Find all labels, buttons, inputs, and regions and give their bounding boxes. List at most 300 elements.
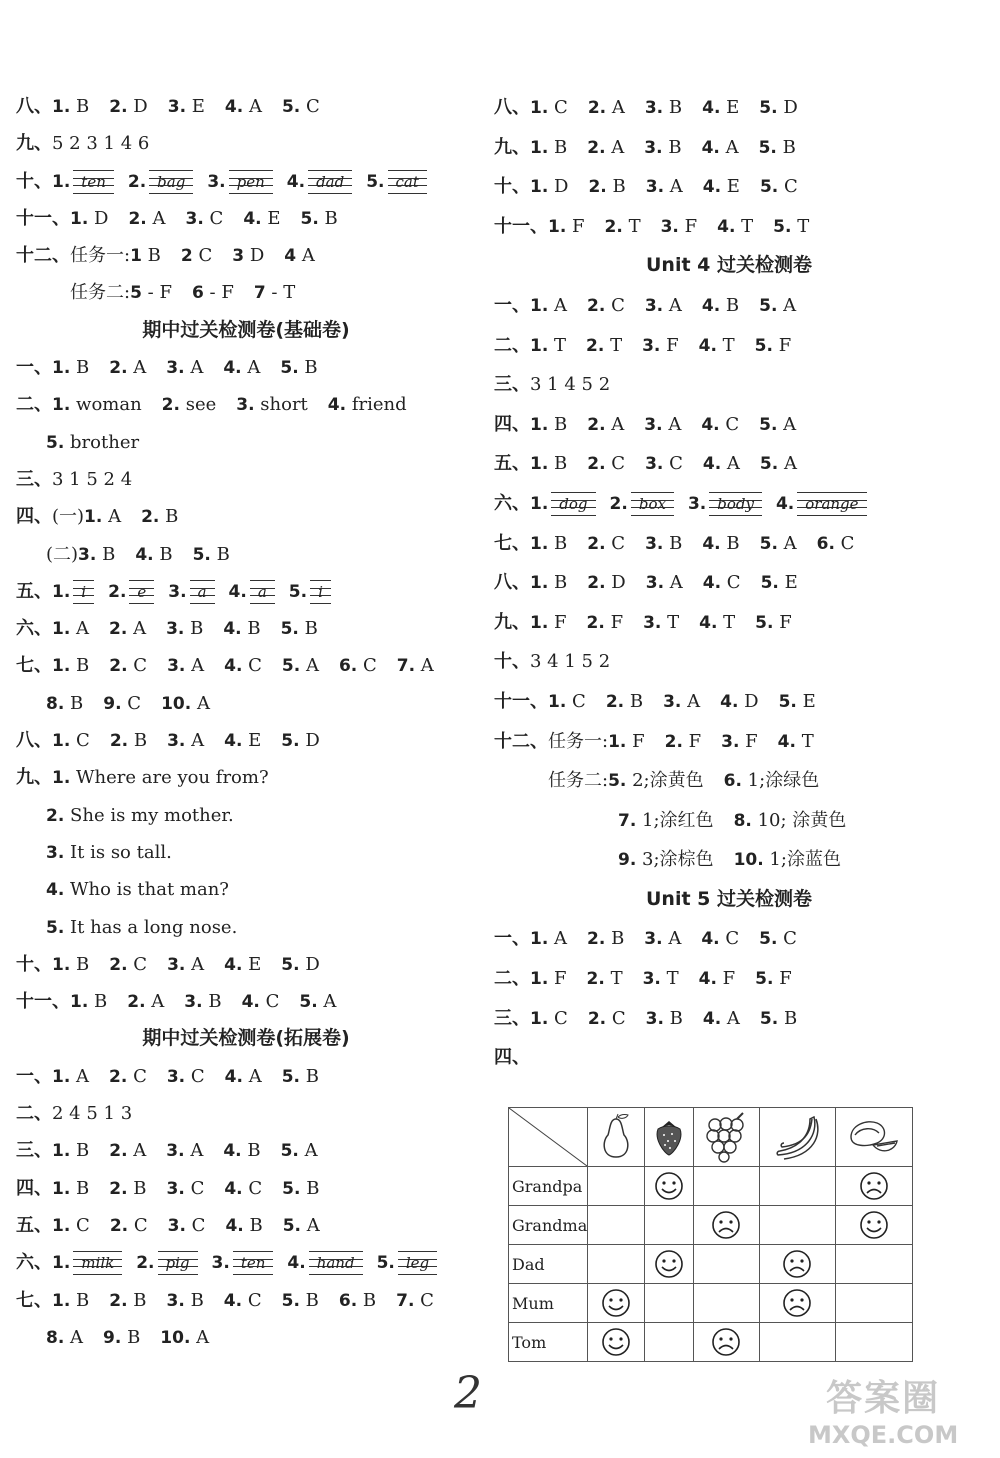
answer-item [760, 453, 797, 474]
answer-item [646, 176, 683, 197]
item-answer: B [249, 1214, 263, 1236]
item-number: 5. [755, 969, 774, 990]
answer-line [16, 1058, 476, 1095]
item-number: 2. [587, 414, 606, 435]
item-answer: A [133, 357, 147, 379]
item-number: 1. [530, 335, 549, 356]
item-answer: A [668, 294, 682, 316]
question-number: 四、 [16, 1177, 52, 1199]
item-answer: B [133, 730, 148, 752]
item-answer: F [745, 730, 758, 752]
item-answer: friend [351, 394, 407, 416]
answer-item [52, 357, 89, 378]
answer-line [16, 946, 476, 983]
item-number: 4. [224, 97, 244, 117]
item-answer: B [782, 136, 796, 158]
answer-item [167, 1066, 205, 1087]
answer-item [760, 176, 798, 197]
answer-line [16, 909, 476, 946]
item-answer: F [688, 730, 702, 752]
item-answer: C [420, 1289, 434, 1311]
item-answer: Who is that man? [70, 879, 229, 901]
answer-item [243, 208, 280, 229]
item-answer: F [779, 611, 792, 633]
answer-sequence: 3 4 1 5 2 [530, 651, 611, 673]
item-answer: A [306, 1214, 320, 1236]
item-answer: B [306, 1177, 320, 1199]
item-number: 2. [109, 731, 129, 752]
item-answer: B [324, 207, 338, 229]
answer-line [16, 386, 476, 423]
answer-item [339, 655, 377, 676]
item-answer: C [247, 1289, 262, 1311]
answer-item [645, 97, 682, 118]
handwriting-strip [709, 492, 762, 516]
item-number: 1. [52, 1253, 71, 1274]
item-answer: woman [76, 394, 142, 416]
item-number: 3. [642, 335, 661, 356]
item-number: 2. [588, 177, 607, 198]
item-answer: E [267, 207, 281, 229]
item-number: 5. [299, 992, 318, 1013]
item-answer: D [744, 690, 759, 712]
empty-cell [836, 1284, 913, 1323]
item-answer: E [191, 96, 205, 117]
item-answer: T [666, 968, 679, 990]
empty-cell [588, 1245, 645, 1284]
answer-item [130, 245, 161, 266]
question-number: 五、 [494, 453, 530, 475]
answer-item [52, 394, 142, 415]
answer-sequence: 2 4 5 1 3 [52, 1103, 133, 1125]
item-number: 6. [816, 533, 835, 554]
answer-item [701, 414, 739, 435]
item-answer: F [554, 968, 567, 990]
question-number: 六、 [16, 1252, 52, 1274]
answer-item [761, 572, 798, 593]
answer-line [494, 326, 964, 366]
question-number: 二、 [16, 1103, 52, 1125]
answer-item [588, 1008, 626, 1029]
item-number: 2. [127, 171, 147, 192]
item-answer: C [572, 690, 586, 712]
item-answer: A [554, 928, 568, 950]
item-answer: A [191, 655, 205, 677]
item-answer: A [725, 136, 739, 158]
answer-item [587, 414, 624, 435]
answer-item [167, 730, 204, 751]
answer-item [661, 216, 698, 237]
item-number: 1. [52, 1215, 71, 1236]
answer-item [618, 849, 714, 870]
answer-item [281, 730, 319, 751]
item-number: 2. [605, 691, 625, 712]
answer-line [16, 871, 476, 908]
answer-item [167, 1178, 205, 1199]
answer-item [699, 612, 735, 633]
answer-item [141, 506, 178, 527]
answer-item [724, 770, 820, 791]
item-number: 3. [644, 295, 664, 316]
answer-item [192, 282, 234, 303]
item-number: 5 [130, 283, 142, 304]
answer-item [548, 691, 586, 712]
answer-sequence: 5 2 3 1 4 6 [52, 133, 150, 155]
question-number: 九、 [16, 133, 52, 155]
item-number: 4. [717, 216, 736, 237]
answer-line [16, 237, 476, 274]
item-number: 1. [530, 969, 549, 990]
answer-line [494, 999, 964, 1039]
answer-line [16, 498, 476, 535]
item-answer: It has a long nose. [70, 916, 238, 938]
table-header-row [509, 1108, 913, 1167]
item-answer: B [554, 413, 568, 435]
handwriting-strip [308, 170, 352, 194]
item-number: 1. [548, 691, 567, 712]
item-answer: A [133, 618, 147, 640]
item-number: 5. [773, 216, 792, 237]
handwritten-word: ten [81, 172, 106, 191]
item-number: 4. [701, 414, 720, 435]
item-answer: 1;涂绿色 [747, 770, 820, 792]
item-answer: C [190, 1065, 205, 1087]
item-number: 1. [608, 731, 627, 752]
item-number: 2. [109, 1290, 128, 1311]
item-answer: - F [147, 282, 172, 304]
section-title: Unit 4 过关检测卷 [646, 254, 812, 277]
answer-line [16, 88, 476, 125]
item-number: 1. [52, 358, 71, 379]
answer-line [16, 685, 476, 722]
handwriting-strip [229, 170, 273, 194]
question-number: 四、 [494, 1047, 530, 1069]
answer-line [16, 759, 476, 796]
item-number: 3. [167, 1215, 186, 1236]
item-number: 4. [720, 691, 739, 712]
question-number: 十二、 [16, 245, 70, 267]
answer-item [46, 917, 237, 938]
empty-cell [694, 1284, 760, 1323]
item-answer: A [554, 294, 568, 316]
page-number: 2 [454, 1368, 482, 1419]
answer-item [103, 693, 141, 714]
item-answer: B [133, 1289, 147, 1311]
answer-item [702, 137, 739, 158]
answer-item [587, 968, 623, 989]
item-number: 1. [530, 493, 549, 514]
item-number: 6. [338, 656, 358, 677]
answer-item [773, 216, 809, 237]
item-number: 5. [46, 917, 65, 938]
answer-item [300, 208, 337, 229]
table-row [509, 1284, 913, 1323]
item-answer: C [783, 176, 798, 198]
answer-item [587, 295, 625, 316]
handwritten-word: i [81, 582, 87, 601]
answer-prefix: 任务二: [70, 282, 131, 304]
empty-cell [645, 1323, 694, 1362]
item-answer: C [76, 730, 90, 752]
answer-item [225, 1066, 262, 1087]
answer-item [734, 849, 841, 870]
item-answer: B [668, 136, 682, 158]
item-number: 1. [530, 177, 549, 198]
answer-item [166, 618, 203, 639]
question-number: 一、 [16, 1065, 52, 1087]
item-number: 2. [141, 507, 160, 528]
answer-item [702, 533, 739, 554]
question-number: 七、 [494, 532, 530, 554]
item-answer: A [783, 413, 797, 435]
question-number: 二、 [16, 394, 52, 416]
answer-item [46, 842, 172, 863]
item-number: 5. [778, 691, 797, 712]
item-answer: C [725, 928, 740, 950]
item-number: 4. [701, 929, 720, 950]
item-number: 5. [281, 1066, 300, 1087]
item-number: 7 [253, 283, 266, 304]
answer-item [109, 655, 147, 676]
item-answer: A [248, 96, 262, 117]
item-answer: E [784, 572, 798, 594]
item-number: 2. [587, 98, 607, 118]
answer-line [16, 722, 476, 759]
watermark-logo-text: 答案圈 [826, 1378, 941, 1419]
answer-item [703, 176, 740, 197]
item-number: 2. [586, 612, 605, 633]
item-answer: B [726, 532, 740, 554]
item-number: 2. [587, 454, 606, 475]
answer-line [16, 536, 476, 573]
answer-item [161, 693, 210, 714]
answer-line [494, 682, 964, 722]
answer-item [645, 533, 682, 554]
item-number: 2 [180, 246, 193, 267]
answer-item [181, 245, 212, 266]
happy-face-icon [588, 1284, 645, 1323]
answer-line [494, 642, 964, 682]
answer-line [494, 919, 964, 959]
item-number: 5. [759, 177, 779, 198]
answer-line [16, 610, 476, 647]
item-number: 4. [702, 98, 721, 118]
handwritten-word: a [257, 582, 267, 601]
item-number: 3. [644, 98, 664, 118]
section-title: 期中过关检测卷(拓展卷) [142, 1027, 350, 1050]
answer-item [46, 432, 139, 453]
item-number: 3. [167, 656, 186, 677]
handwritten-word: dad [316, 172, 345, 191]
answer-item [167, 954, 204, 975]
item-number: 1. [84, 507, 103, 528]
section-title: Unit 5 过关检测卷 [646, 887, 812, 910]
happy-face-icon [588, 1323, 645, 1362]
answer-item [699, 335, 735, 356]
item-answer: A [108, 506, 122, 528]
handwritten-word: pen [236, 172, 265, 191]
item-answer: B [554, 532, 568, 554]
item-answer: 1;涂红色 [642, 809, 714, 831]
item-answer: C [840, 532, 855, 554]
answer-item [52, 1140, 89, 1161]
item-number: 1. [52, 768, 71, 789]
handwritten-word: box [638, 494, 666, 513]
item-answer: C [726, 572, 741, 594]
item-answer: B [76, 1140, 90, 1162]
answer-line [16, 461, 476, 498]
answer-line [494, 563, 964, 603]
item-answer: A [301, 245, 315, 267]
item-answer: T [628, 215, 641, 237]
item-number: 2. [109, 656, 128, 677]
item-number: 9. [103, 693, 122, 714]
answer-line [494, 88, 964, 128]
item-number: 3. [645, 177, 665, 198]
item-answer: A [196, 1326, 210, 1348]
item-answer: B [611, 928, 625, 950]
answer-item [530, 335, 566, 356]
item-number: 5. [760, 573, 779, 594]
fruit-preference-table [508, 1107, 913, 1362]
question-number: 一、 [16, 357, 52, 379]
answer-item [530, 295, 567, 316]
item-answer: C [191, 1214, 206, 1236]
answer-item [734, 810, 847, 831]
item-number: 1. [52, 1290, 71, 1311]
handwritten-word: dog [559, 494, 588, 513]
answer-item [109, 357, 146, 378]
question-number: 九、 [494, 611, 530, 633]
item-number: 8. [46, 1327, 65, 1348]
happy-face-icon [836, 1206, 913, 1245]
question-number: 九、 [494, 136, 530, 158]
item-number: 4. [224, 656, 243, 677]
answer-item [817, 533, 855, 554]
item-answer: A [783, 453, 797, 475]
item-answer: B [629, 690, 644, 712]
item-answer: B [76, 96, 90, 117]
item-answer: C [198, 245, 213, 267]
person-name: Tom [509, 1323, 588, 1362]
answer-item [644, 928, 681, 949]
item-number: 10. [160, 1327, 191, 1348]
handwritten-word: i [318, 582, 323, 601]
answer-line [16, 163, 476, 200]
item-number: 4. [775, 493, 795, 514]
item-number: 9. [103, 1327, 122, 1348]
item-answer: B [208, 991, 222, 1013]
answer-item [779, 691, 816, 712]
item-number: 10. [161, 693, 192, 714]
answer-item [109, 618, 146, 639]
handwriting-strip [310, 580, 331, 604]
answer-item [397, 655, 434, 676]
answer-item [755, 335, 792, 356]
answer-item [530, 137, 567, 158]
answer-item [46, 1327, 83, 1348]
section-title: 期中过关检测卷(基础卷) [142, 318, 350, 341]
item-answer: C [362, 655, 377, 677]
item-number: 2. [109, 97, 128, 117]
answer-prefix: (一) [52, 506, 85, 528]
item-answer: T [722, 334, 735, 356]
item-answer: C [611, 453, 626, 475]
answer-item [587, 533, 625, 554]
answer-sequence: 3 1 4 5 2 [530, 374, 611, 396]
item-number: 3. [211, 1253, 230, 1274]
item-number: 3. [168, 581, 187, 602]
item-answer: E [726, 97, 740, 118]
item-number: 6. [723, 771, 742, 792]
item-answer: C [305, 96, 320, 117]
item-answer: 1;涂蓝色 [769, 849, 841, 871]
answer-line [494, 484, 964, 524]
item-number: 5. [759, 454, 779, 475]
item-number: 4. [327, 395, 347, 416]
item-number: 8. [46, 693, 65, 714]
item-answer: B [127, 1326, 141, 1348]
question-number: 七、 [16, 655, 52, 677]
answer-item [223, 357, 260, 378]
item-number: 3. [166, 1178, 185, 1199]
item-answer: A [247, 357, 261, 379]
item-answer: B [554, 453, 568, 475]
item-answer: C [611, 532, 626, 554]
person-name: Dad [509, 1245, 588, 1284]
handwriting-strip [309, 1251, 363, 1275]
answer-item [284, 245, 315, 266]
item-number: 4. [46, 880, 65, 901]
item-answer: A [70, 1326, 84, 1348]
item-number: 3. [642, 969, 661, 990]
answer-line [494, 167, 964, 207]
item-answer: C [127, 692, 142, 714]
item-number: 1. [530, 1008, 549, 1029]
answer-item [281, 618, 318, 639]
answer-item [644, 137, 681, 158]
answer-item [225, 1215, 262, 1236]
item-answer: A [248, 1065, 262, 1087]
item-number: 5. [754, 335, 773, 356]
handwritten-word: e [137, 582, 147, 601]
answer-item [109, 96, 147, 117]
item-number: 2. [109, 954, 128, 975]
answer-line [494, 524, 964, 564]
item-answer: A [420, 655, 434, 677]
answer-line [494, 959, 964, 999]
question-number: 十、 [16, 170, 52, 192]
answer-item [282, 1178, 319, 1199]
answer-item [162, 394, 217, 415]
answer-item [224, 655, 262, 676]
item-answer: D [305, 730, 320, 752]
answer-item [52, 767, 269, 788]
item-number: 1. [52, 581, 71, 602]
item-answer: B [216, 543, 230, 565]
question-number: 二、 [494, 968, 530, 990]
answer-item [760, 533, 797, 554]
answer-line [16, 1207, 476, 1244]
item-number: 4. [135, 544, 154, 565]
answer-item [109, 1290, 146, 1311]
item-number: 5. [192, 544, 211, 565]
item-number: 4. [702, 177, 722, 198]
item-answer: D [611, 572, 626, 594]
item-number: 2. [609, 493, 628, 514]
item-answer: D [249, 245, 265, 267]
item-answer: B [783, 1007, 798, 1029]
